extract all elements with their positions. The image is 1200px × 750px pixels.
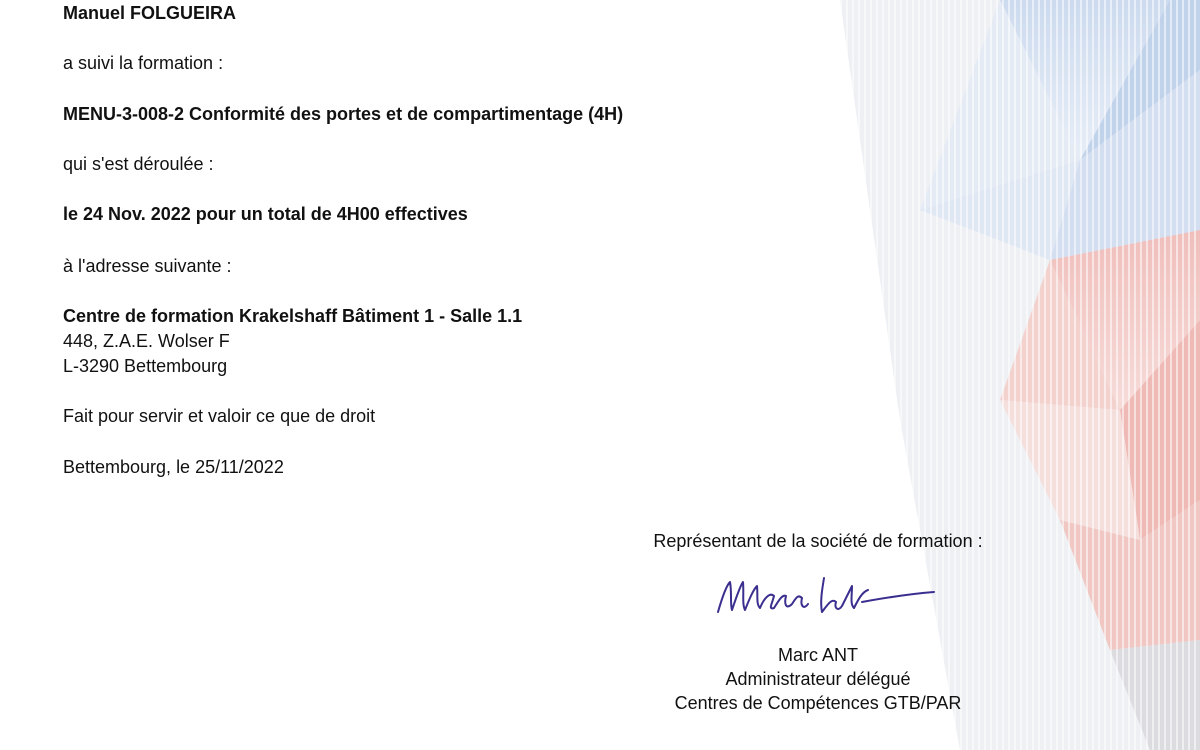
signatory-title: Administrateur délégué <box>725 669 911 689</box>
venue-city: L-3290 Bettembourg <box>63 356 228 376</box>
handwritten-signature <box>712 568 942 624</box>
legal-statement: Fait pour servir et valoir ce que de droit <box>63 406 376 426</box>
venue-name: Centre de formation Krakelshaff Bâtiment 1 - Salle 1.1 <box>63 306 523 326</box>
signatory-name: Marc ANT <box>777 645 858 665</box>
signatory-heading: Représentant de la société de formation : <box>653 531 983 551</box>
followed-label: a suivi la formation : <box>63 53 224 73</box>
session-detail: le 24 Nov. 2022 pour un total de 4H00 effectives <box>63 204 468 224</box>
course-title: MENU-3-008-2 Conformité des portes et de compartimentage (4H) <box>63 104 624 124</box>
address-label: à l'adresse suivante : <box>63 256 232 276</box>
held-label: qui s'est déroulée : <box>63 154 214 174</box>
signatory-organization: Centres de Compétences GTB/PAR <box>674 693 962 713</box>
place-date: Bettembourg, le 25/11/2022 <box>63 457 284 477</box>
participant-name: Manuel FOLGUEIRA <box>63 3 237 23</box>
venue-street: 448, Z.A.E. Wolser F <box>63 331 230 351</box>
